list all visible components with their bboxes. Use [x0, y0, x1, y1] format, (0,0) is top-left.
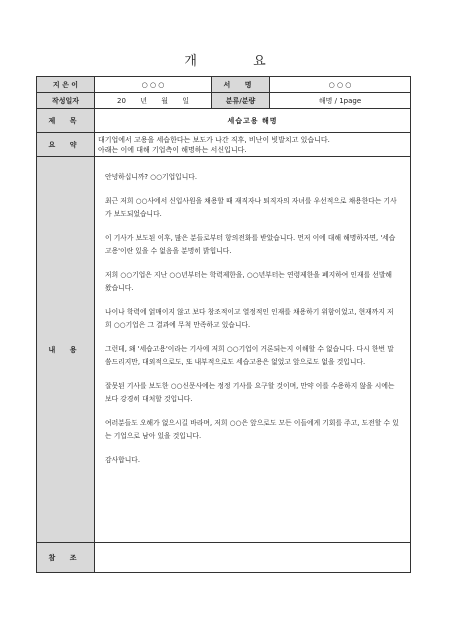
date-year-unit: 년	[140, 96, 147, 105]
summary-line: 대기업에서 고용을 세습한다는 보도가 나간 직후, 비난이 빗발치고 있습니다.	[98, 135, 330, 144]
content-paragraph: 감사합니다.	[105, 456, 140, 464]
content-paragraph: 여러분들도 오해가 없으시길 바라며, 저희 ○○은 앞으로도 모든 이들에게 기회를 주고, 도전할 수 있는 기업으로 남아 있을 것입니다.	[105, 419, 399, 440]
author-value: ○ ○ ○	[95, 77, 212, 93]
content-paragraph: 그런데, 왜 '세습고용'이라는 기사에 저희 ○○기업이 거론되는지 이해할 수 없습니다. 다시 한번 말씀드리지만, 대외적으로도, 또 내부적으로도 세습고용은 없었고 앞으로도 없을 것입니다.	[105, 345, 394, 366]
category-value: 해명 / 1page	[270, 93, 411, 109]
content-paragraph: 저희 ○○기업은 지난 ○○년부터는 학력제한을, ○○년부터는 연령제한을 폐지하여 인재를 선발해 왔습니다.	[105, 271, 392, 292]
summary-value	[95, 133, 411, 157]
content-paragraph: 이 기사가 보도된 이후, 많은 분들로부터 항의전화를 받았습니다. 먼저 이에 대해 해명하자면, '세습고용'이란 있을 수 없음을 분명히 밝힙니다.	[105, 234, 396, 255]
document-title: 개 요	[184, 54, 292, 69]
date-day-unit: 일	[182, 96, 189, 105]
summary-line: 아래는 이에 대해 기업측이 해명하는 서신입니다.	[98, 145, 247, 154]
summary-row	[37, 133, 411, 157]
date-month-unit: 월	[161, 96, 168, 105]
reference-value	[95, 543, 411, 573]
content-paragraph: 안녕하십니까? ○○기업입니다.	[105, 173, 198, 181]
subject-value: 세습고용 해명	[95, 109, 411, 133]
content-body	[95, 157, 411, 543]
subject-label: 제 목	[37, 109, 95, 133]
reference-label: 참 조	[37, 543, 95, 573]
date-year: 20	[117, 96, 126, 105]
author-row	[37, 77, 411, 93]
category-label: 분류/분량	[212, 93, 270, 109]
content-paragraph: 최근 저희 ○○사에서 신입사원을 채용할 때 재직자나 퇴직자의 자녀를 우선적으로 채용한다는 기사가 보도되었습니다.	[105, 197, 397, 218]
summary-label: 요 약	[37, 133, 95, 157]
content-paragraph: 나이나 학력에 얽매이지 않고 보다 창조적이고 열정적인 인재를 채용하기 위함이었고, 현재까지 저희 ○○기업은 그 결과에 무척 만족하고 있습니다.	[105, 308, 394, 329]
signature-value: ○ ○ ○	[270, 77, 411, 93]
signature-label: 서 명	[212, 77, 270, 93]
author-label: 지 은 이	[37, 77, 95, 93]
subject-row	[37, 109, 411, 133]
content-label: 내 용	[37, 157, 95, 543]
date-row	[37, 93, 411, 109]
date-label: 작성일자	[37, 93, 95, 109]
content-paragraph: 잘못된 기사를 보도한 ○○신문사에는 정정 기사를 요구할 것이며, 만약 이를 수용하지 않을 시에는 보다 강경히 대처할 것입니다.	[105, 382, 395, 403]
content-row	[37, 157, 411, 543]
reference-row	[37, 543, 411, 573]
summary-form-table	[36, 76, 411, 573]
date-value	[95, 93, 212, 109]
